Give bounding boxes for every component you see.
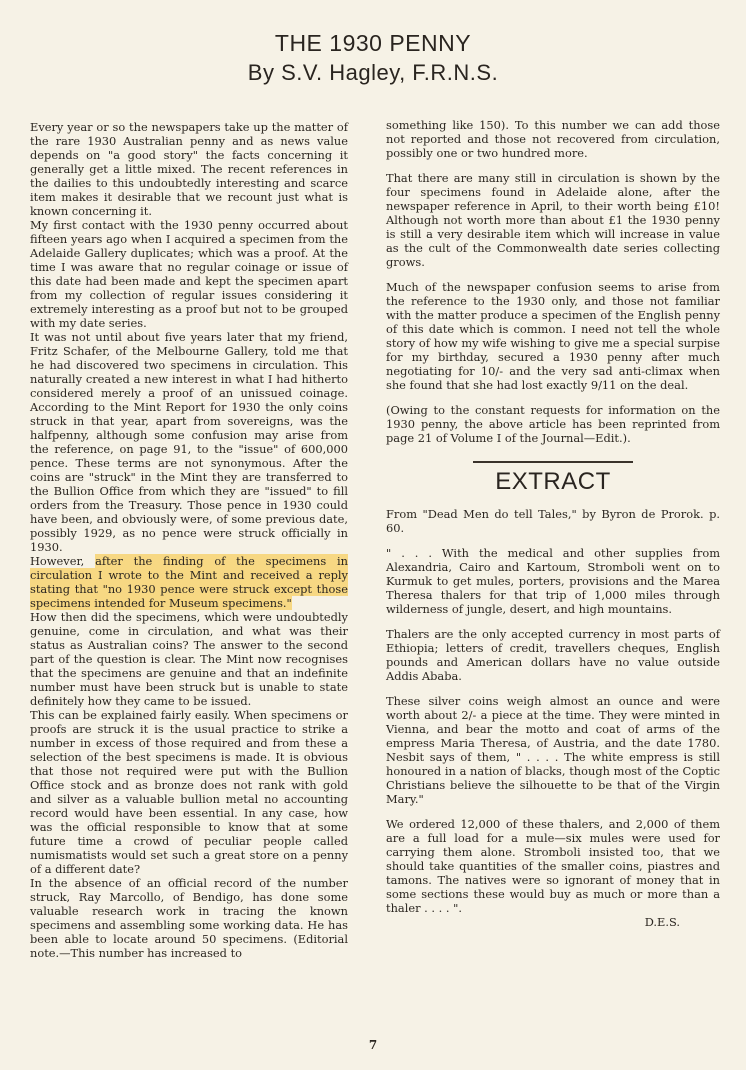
article-byline: By S.V. Hagley, F.R.N.S. [247, 60, 499, 85]
article-header [0, 28, 746, 88]
right-column [386, 118, 720, 940]
paragraph: " . . . With the medical and other supplies from Alexandria, Cairo and Kartoum, Stromboli went on to Kurmuk to get mules, porters, provisions and the Marea Theresa thalers for that trip of 1,000 miles through wilderness of jungle, desert, and high mountains. [386, 546, 720, 616]
paragraph-text: We ordered 12,000 of these thalers, and 2,000 of them are a full load for a mule—six mules were used for carrying them alone. Stromboli insisted too, that we should take quantities of the smaller coins, piastres and tamons. The natives were so ignorant of money that in some sections these would buy as much or more than a thaler . . . . ". [386, 817, 720, 915]
paragraph: This can be explained fairly easily. When specimens or proofs are struck it is the usual practice to strike a number in excess of those required and from these a selection of the best specimens is made. It is obvious that those not required were put with the Bullion Office stock and as bronze does not rank with gold and silver as a valuable bullion metal no accounting record would have been essential. In any case, how was the official responsible to know that at some future time a crowd of peculiar people called numismatists would set such a great store on a penny of a different date? [30, 708, 348, 876]
paragraph: something like 150). To this number we can add those not reported and those not recovered from circulation, possibly one or two hundred more. [386, 118, 720, 160]
paragraph: It was not until about five years later that my friend, Fritz Schafer, of the Melbourne Gallery, told me that he had discovered two specimens in circulation. This naturally created a new interest in what I had hitherto considered merely a proof of an unissued coinage. According to the Mint Report for 1930 the only coins struck in that year, apart from sovereigns, was the halfpenny, although some confusion may arise from the reference, on page 91, to the "issue" of 600,000 pence. These terms are not synonymous. After the coins are "struck" in the Mint they are transferred to the Bullion Office from which they are "issued" to fill orders from the Treasury. Those pence in 1930 could have been, and obviously were, of some previous date, possibly 1929, as no pence were struck officially in 1930. [30, 330, 348, 554]
left-column [30, 120, 348, 960]
section-divider [473, 461, 633, 463]
paragraph: (Owing to the constant requests for information on the 1930 penny, the above article has been reprinted from page 21 of Volume I of the Journal—Edit.). [386, 403, 720, 445]
paragraph: In the absence of an official record of the number struck, Ray Marcollo, of Bendigo, has done some valuable research work in tracing the known specimens and assembling some working data. He has been able to locate around 50 specimens. (Editorial note.—This number has increased to [30, 876, 348, 960]
signature: D.E.S. [644, 915, 680, 929]
paragraph: Much of the newspaper confusion seems to arise from the reference to the 1930 only, and those not familiar with the matter produce a specimen of the English penny of this date which is common. I need not tell the whole story of how my wife wishing to give me a special surpise for my birthday, secured a 1930 penny after much negotiating for 10/- and the very sad anti-climax when she found that she had lost exactly 9/11 on the deal. [386, 280, 720, 392]
highlighted-text: after the finding of the specimens in circulation I wrote to the Mint and received a reply stating that "no 1930 pence were struck except those specimens intended for Museum specimens." [30, 554, 348, 610]
paragraph: These silver coins weigh almost an ounce and were worth about 2/- a piece at the time. They were minted in Vienna, and bear the motto and coat of arms of the empress Maria Theresa, of Austria, and the date 1780. Nesbit says of them, " . . . . The white empress is still honoured in a nation of blacks, though most of the Coptic Christians believe the silhouette to be that of the Virgin Mary." [386, 694, 720, 806]
paragraph: Thalers are the only accepted currency in most parts of Ethiopia; letters of credit, travellers cheques, English pounds and American dollars have no value outside Addis Ababa. [386, 627, 720, 683]
article-title: THE 1930 PENNY [274, 30, 472, 56]
extract-heading: EXTRACT [495, 468, 611, 495]
paragraph-start: However, [30, 554, 96, 568]
paragraph: My first contact with the 1930 penny occurred about fifteen years ago when I acquired a specimen from the Adelaide Gallery duplicates; which was a proof. At the time I was aware that no regular coinage or issue of this date had been made and kept the specimen apart from my collection of regular issues considering it extremely interesting as a proof but not to be grouped with my date series. [30, 218, 348, 330]
extract-source: From "Dead Men do tell Tales," by Byron de Prorok. p. 60. [386, 507, 720, 535]
paragraph: Every year or so the newspapers take up the matter of the rare 1930 Australian penny and as news value depends on "a good story" the facts concerning it generally get a little mixed. The recent references in the dailies to this undoubtedly interesting and scarce item makes it desirable that we recount just what is known concerning it. [30, 120, 348, 218]
page-number: 7 [368, 1038, 378, 1052]
paragraph-highlighted [30, 554, 348, 610]
paragraph [386, 817, 720, 929]
paragraph: That there are many still in circulation is shown by the four specimens found in Adelaide alone, after the newspaper reference in April, to their worth being £10! Although not worth more than about £1 the 1930 penny is still a very desirable item which will increase in value as the cult of the Commonwealth date series collecting grows. [386, 171, 720, 269]
paragraph: How then did the specimens, which were undoubtedly genuine, come in circulation, and what was their status as Australian coins? The answer to the second part of the question is clear. The Mint now recognises that the specimens are genuine and that an indefinite number must have been struck but is unable to state definitely how they came to be issued. [30, 610, 348, 708]
